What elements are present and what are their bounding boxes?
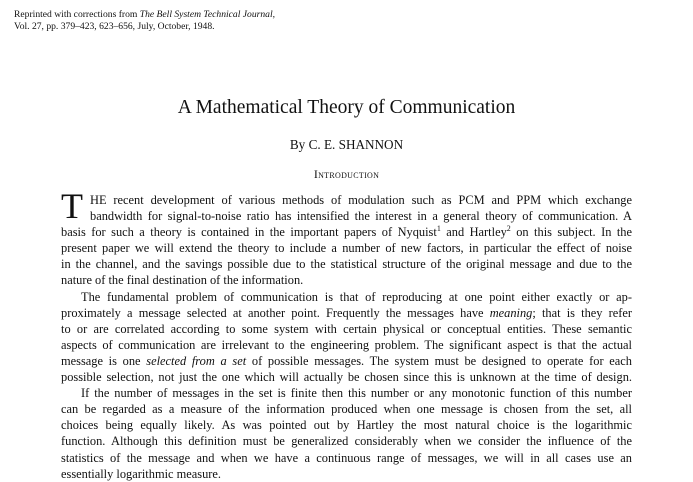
text-line: The fundamental problem of communication is that of reproducing at one point either exactly or ap- [81, 289, 632, 304]
text-line: to or are correlated according to some system with certain physical or conceptual entities. These semantic [61, 321, 632, 336]
section-heading: Introduction [313, 167, 380, 181]
text-line: basis for such a theory is contained in the important papers of Nyquist$^1$ and Hartley$^2$ on this subject. In the [61, 224, 632, 240]
reprint-line-2: Vol. 27, pp. 379–423, 623–656, July, October, 1948. [14, 20, 215, 32]
reprint-line-1: Reprinted with corrections from The Bell System Technical Journal, [14, 9, 276, 20]
body-text [61, 186, 632, 482]
text-line: bandwidth for signal-to-noise ratio has intensified the interest in a general theory of communication. A [90, 209, 632, 224]
text-line: message is one selected from a set of possible messages. The system must be designed to operate for each [61, 353, 632, 368]
reprint-note [14, 9, 275, 32]
text-line: aspects of communication are irrelevant to the engineering problem. The significant aspect is that the actual [61, 337, 632, 352]
text-line: essentially logarithmic measure. [61, 466, 221, 481]
text-line: statistics of the message and when we have a continuous range of messages, we will in all cases use an [61, 450, 632, 465]
text-line: function. Although this definition must be generalized considerably when we consider the influence of the [61, 434, 632, 449]
text-line: present paper we will extend the theory to include a number of new factors, in particular the effect of noise [61, 241, 632, 256]
paper-title: A Mathematical Theory of Communication [177, 97, 516, 118]
text-line: possible selection, not just the one which will actually be chosen since this is unknown at the time of design. [61, 370, 632, 385]
text-line: proximately a message selected at another point. Frequently the messages have meaning; that is they refer [61, 305, 632, 320]
text-line: nature of the final destination of the information. [61, 273, 304, 288]
text-line: choices being equally likely. As was pointed out by Hartley the most natural choice is the logarithmic [61, 418, 632, 433]
text-line: in the channel, and the savings possible due to the statistical structure of the original message and due to the [61, 257, 632, 272]
author-byline: By C. E. SHANNON [289, 137, 404, 152]
text-line: can be regarded as a measure of the information produced when one message is chosen from the set, all [61, 402, 632, 417]
text-line: HE recent development of various methods of modulation such as PCM and PPM which exchange [90, 193, 632, 207]
footnote-ref: 2 [506, 224, 511, 234]
drop-cap: T [61, 186, 83, 226]
text-line: If the number of messages in the set is finite then this number or any monotonic function of this number [81, 386, 632, 401]
footnote-ref: 1 [436, 224, 441, 234]
